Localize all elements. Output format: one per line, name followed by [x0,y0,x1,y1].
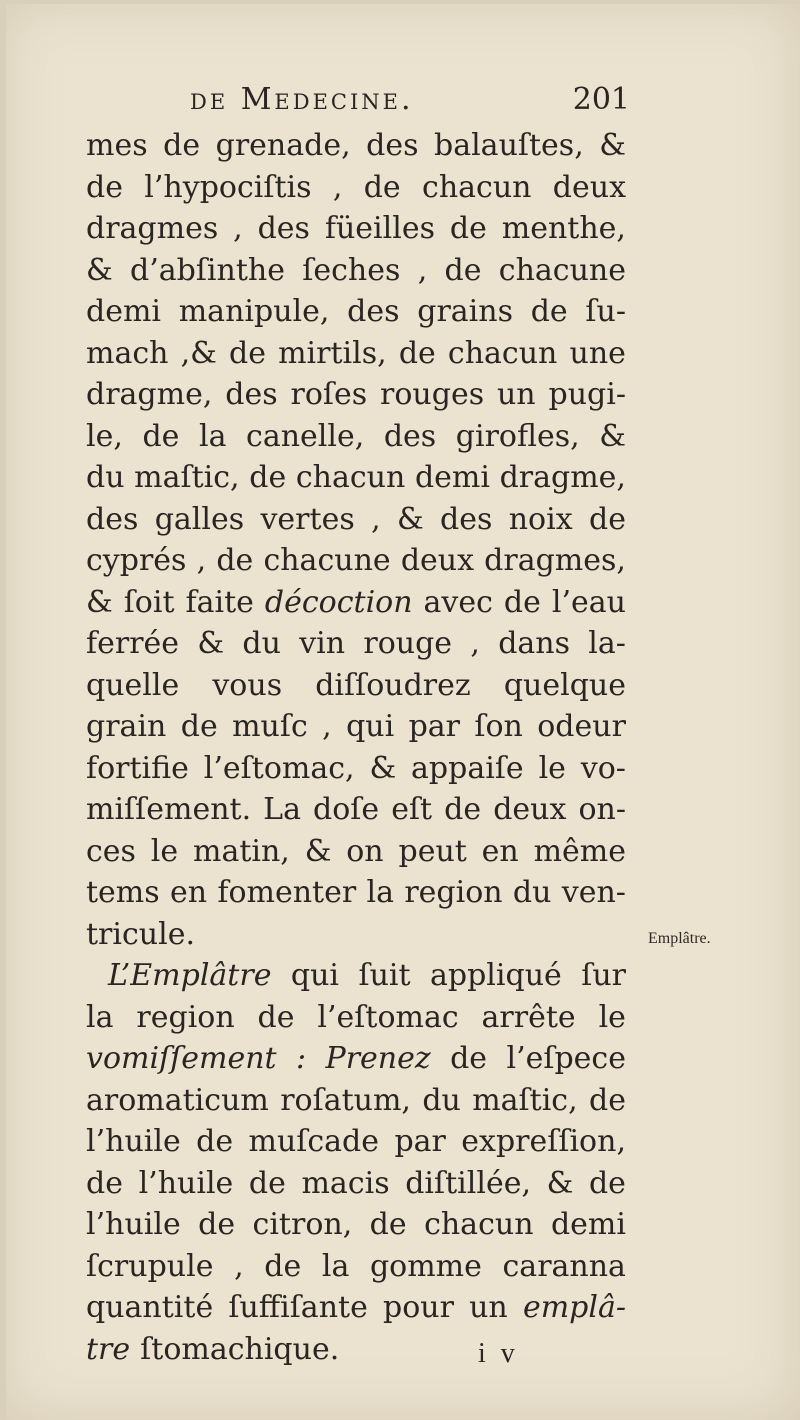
word: & [396,501,424,537]
word: cyprés [86,543,187,578]
word: chacun [447,335,558,371]
word: de [589,1082,626,1118]
word: , [371,501,381,537]
word: ces [86,833,136,869]
word: arrête [481,999,576,1035]
word: & [546,1165,574,1201]
word: quelque [503,667,626,703]
word: roſes [290,377,368,412]
word: la [366,875,394,910]
word: de [588,501,626,537]
word: ſur [581,958,626,993]
word: la [198,418,227,454]
word: & [304,833,332,869]
word: grain [86,709,167,744]
text-line [86,582,626,624]
page-edge-left [0,0,6,1420]
text-line [86,1287,626,1329]
word: ſu- [585,294,626,329]
word: mach [86,335,169,371]
text-line [86,914,626,956]
text-line [86,291,626,333]
word: de [257,999,295,1035]
word: menthe, [501,211,626,246]
word: de [229,335,266,371]
word: de [444,792,482,827]
word: des [366,128,419,163]
margin-note: Emplâtre. [648,930,711,947]
word: , [196,543,207,578]
word: tems [86,875,160,910]
word: chacune [498,252,626,288]
word: pour [383,1290,454,1325]
word: diſſoudrez [315,667,471,703]
word: region [136,999,235,1035]
word: , [322,709,332,744]
word: d’abſinthe [130,252,285,288]
word: Prenez [325,1041,431,1076]
word: de [444,252,482,288]
word: ſuffiſante [228,1290,368,1325]
word: aromaticum [86,1082,269,1118]
word: muſc [232,709,308,744]
word: de [449,211,487,246]
text-line [86,1246,626,1288]
word: même [533,833,626,869]
word: eſt [391,792,433,827]
word: l’eſtomac [317,999,459,1035]
word: des [257,211,310,246]
word: qui [290,958,340,993]
text-line [86,167,626,209]
word: l’huile [86,1124,181,1159]
word: ſon [474,709,523,744]
word: appaiſe [411,750,524,786]
word: de [248,1165,286,1201]
word: de [142,418,180,454]
word: des [347,294,400,329]
word: , [332,169,343,205]
word: maſtic, [472,1082,578,1118]
signature-mark: i v [478,1338,519,1369]
page-header [190,82,630,126]
word: un [496,377,536,412]
word: ſcrupule [86,1248,214,1284]
word: la [86,999,114,1035]
word: l’huile [86,1207,181,1242]
word: rouges [380,377,485,412]
word: par [394,1124,446,1159]
word: de [249,460,287,495]
word: grains [417,294,513,329]
word: le, [86,418,123,454]
word: chacun [424,1207,534,1242]
word: : [296,1041,307,1076]
word: & [86,252,113,288]
word: de [163,128,201,163]
word: avec [423,584,493,620]
text-line [86,1121,626,1163]
word: miſſement. [86,792,252,827]
word: ſoit [123,584,175,620]
word: caranna [502,1248,626,1284]
word: mirtils, [278,335,387,371]
word: l’hypociſtis [144,169,312,205]
word: une [569,335,626,371]
text-line [86,997,626,1039]
word: le [598,999,626,1035]
word: maſtic, [134,460,240,495]
word: vin [299,626,346,661]
word: deux [400,543,475,578]
word: ven- [561,875,626,910]
word: des [440,501,493,537]
word: de [398,335,436,371]
text-line [86,789,626,831]
word: on [346,833,384,869]
word: décoction [264,584,413,620]
word: demi [550,1207,626,1242]
word: de [86,1165,123,1201]
word: on- [578,792,626,827]
word: deux [493,792,567,827]
word: roſatum, [280,1082,411,1118]
word: qui [346,709,395,744]
page-edge-top [0,0,800,4]
word: deux [552,169,626,205]
word: , [470,626,480,661]
word: vo- [580,750,626,786]
word: dans [498,626,570,661]
word: la [321,1248,350,1284]
word: ferrée [86,626,180,661]
word: par [408,709,460,744]
text-line [86,250,626,292]
word: doſe [313,792,380,827]
running-head: de Medecine. [190,82,414,117]
word: muſcade [248,1124,380,1159]
word: appliqué [430,958,562,993]
word: noix [508,501,573,537]
word: La [263,792,301,827]
text-line [86,1080,626,1122]
word: emplâ- [522,1290,626,1325]
word: vomiſſement [86,1041,277,1076]
word: & [599,418,626,454]
word: , [417,252,428,288]
word: la- [588,626,626,661]
text-line [86,748,626,790]
word: du [86,460,125,495]
word: quelle [86,667,180,703]
word: mes [86,128,148,163]
word: de [196,1124,234,1159]
word: du [242,626,281,661]
word: odeur [537,709,626,744]
word: expreſſion, [461,1124,626,1159]
word: chacune [263,543,391,578]
word: de [530,294,568,329]
word: ſeches [302,252,401,288]
word: balauſtes, [434,128,584,163]
word: dragme, [86,377,213,412]
word: matin, [193,833,290,869]
word: & [197,626,225,661]
word: , [234,1248,244,1284]
page-number: 201 [572,82,630,117]
word: demi [86,294,161,329]
body-text [86,125,626,1370]
word: L’Emplâtre [108,958,272,993]
word: füeilles [324,211,435,246]
word: grenade, [215,128,351,163]
text-line [86,623,626,665]
word: des [86,501,139,537]
word: l’eſtomac, [203,750,355,786]
word: vous [212,667,283,703]
word: de [216,543,254,578]
word: le [150,833,179,869]
text-line [86,1204,626,1246]
word: tre [86,1331,131,1367]
text-line [86,1329,626,1371]
word: fortifie [86,750,189,786]
word: peut [398,833,467,869]
word: fomenter [217,875,357,910]
word: region [404,875,503,910]
word: dragme, [499,460,626,495]
word: le [538,750,566,786]
word: l’eau [551,584,626,620]
word: ,& [180,335,217,371]
word: canelle, [246,418,365,454]
word: & [369,750,397,786]
word: de [503,584,541,620]
word: & [599,128,626,163]
word: l’eſpece [506,1041,626,1076]
word: du [422,1082,461,1118]
word: pugi- [548,377,626,412]
text-line [86,1038,626,1080]
text-line [86,333,626,375]
word: chacun [295,460,406,495]
word: diſtillée, [405,1165,532,1201]
word: en [169,875,208,910]
word: macis [301,1165,390,1201]
word: citron, [252,1207,353,1242]
word: tricule. [86,916,195,952]
word: ſuit [358,958,411,993]
text-line [86,706,626,748]
word: de [363,169,401,205]
word: gomme [369,1248,482,1284]
text-line [86,208,626,250]
word: galles [154,501,245,537]
word: de [450,1041,488,1076]
text-line [86,125,626,167]
word: en [481,833,519,869]
word: demi [414,460,490,495]
word: l’huile [138,1165,234,1201]
word: quantité [86,1290,214,1325]
text-line [86,872,626,914]
word: des [225,377,278,412]
text-line [86,955,626,997]
text-line [86,540,626,582]
word: de [264,1248,302,1284]
word: faite [185,584,254,620]
word: , [233,211,243,246]
word: chacun [422,169,532,205]
text-line [86,374,626,416]
text-line [86,416,626,458]
word: de [180,709,218,744]
text-line [86,457,626,499]
word: des [383,418,437,454]
word: manipule, [178,294,330,329]
word: du [512,875,552,910]
word: un [469,1290,508,1325]
text-line [86,499,626,541]
word: vertes [260,501,355,537]
word: girofles, [455,418,580,454]
word: rouge [363,626,453,661]
text-line [86,1163,626,1205]
text-line [86,665,626,707]
word: de [198,1207,236,1242]
word: de [588,1165,626,1201]
word: dragmes [86,211,219,246]
word: dragmes, [484,543,626,578]
word: de [369,1207,407,1242]
word: & [86,584,113,620]
word: ſtomachique. [140,1331,340,1367]
text-line [86,831,626,873]
word: de [86,169,123,205]
